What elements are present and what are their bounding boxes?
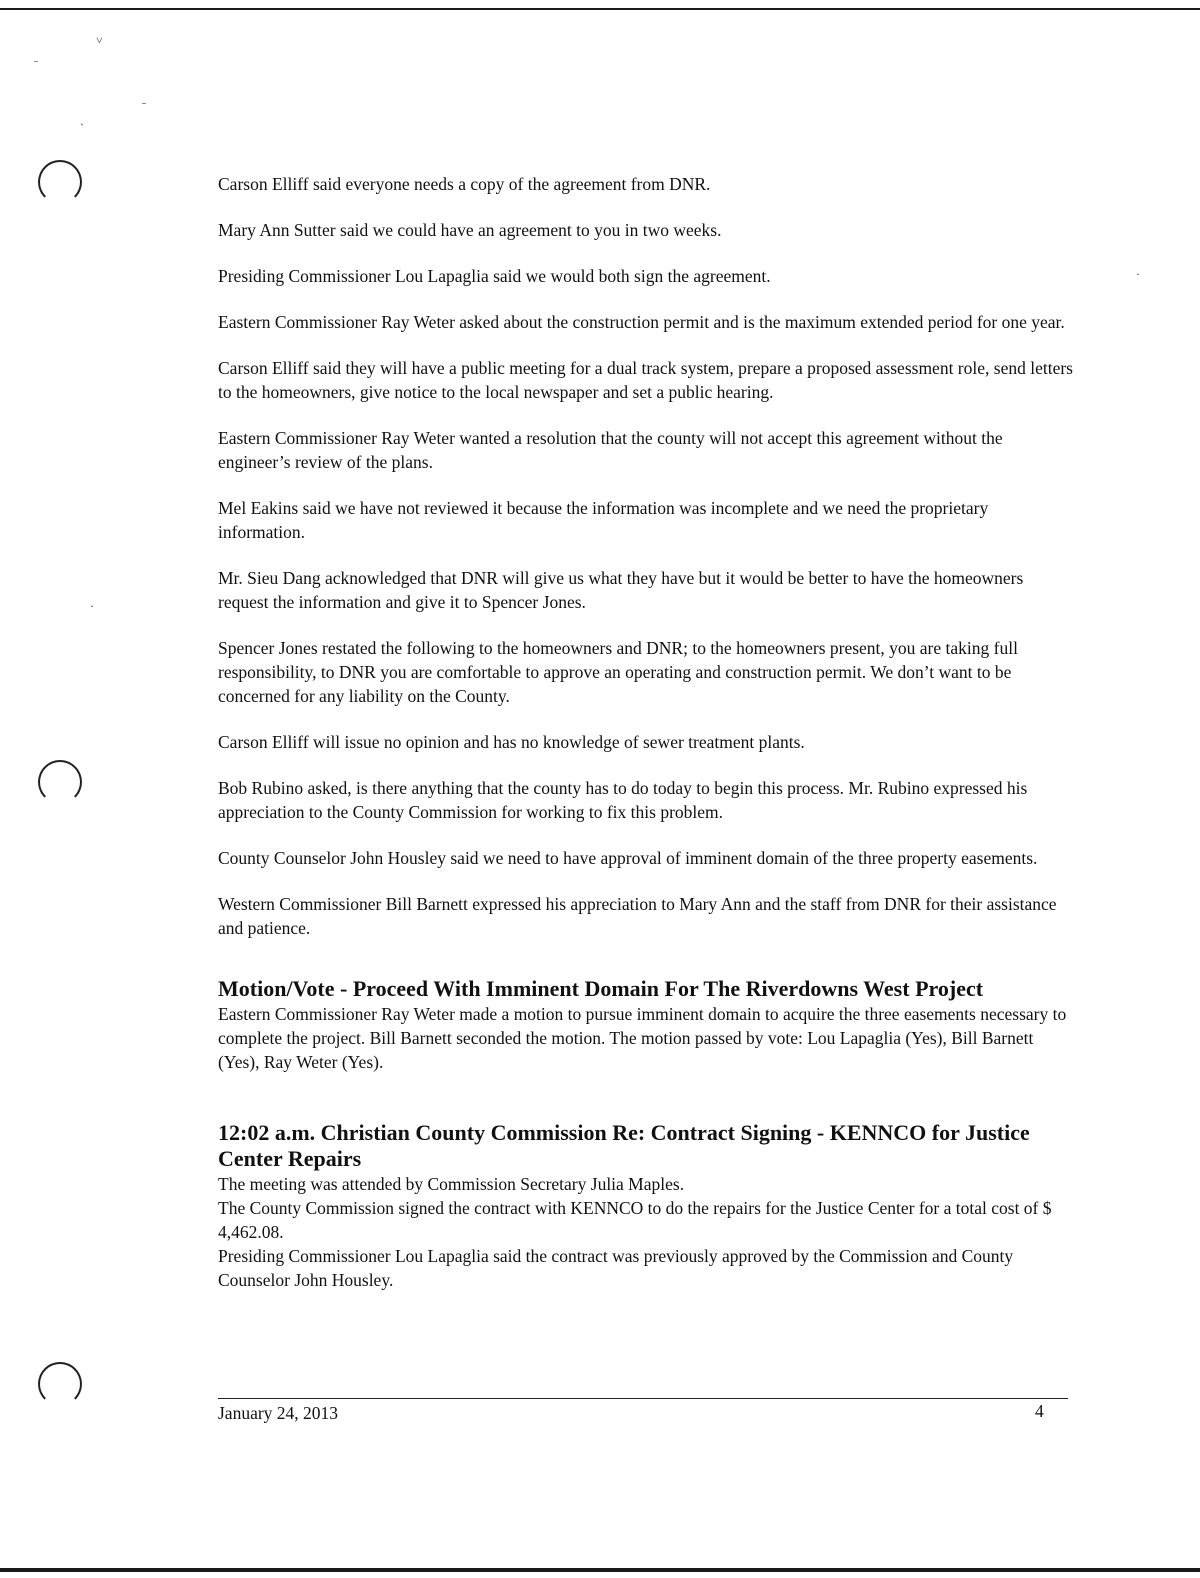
paragraph: Mel Eakins said we have not reviewed it because the information was incomplete and we need the proprietary information. [218, 498, 989, 542]
paragraph: Presiding Commissioner Lou Lapaglia said we would both sign the agreement. [218, 266, 771, 286]
contract-line: Presiding Commissioner Lou Lapaglia said the contract was previously approved by the Commission and County Counselor John Housley. [218, 1246, 1014, 1290]
scan-speck: ˍ [34, 49, 38, 63]
page-number: 4 [1035, 1401, 1044, 1421]
motion-vote-body: Eastern Commissioner Ray Weter made a motion to pursue imminent domain to acquire the three easements necessary to complete the project. Bill Barnett seconded the motion. The motion passed by vote: Lou Lapaglia (Yes), Bill Barnett (Yes), Ray Weter (Yes). [218, 1004, 1067, 1072]
motion-vote-heading: Motion/Vote - Proceed With Imminent Domain For The Riverdowns West Project [218, 976, 984, 1001]
motion-vote-section [218, 976, 1074, 1074]
paragraph: Eastern Commissioner Ray Weter asked about the construction permit and is the maximum extended period for one year. [218, 312, 1065, 332]
contract-signing-section [218, 1120, 1074, 1292]
scan-speck: ˍ [142, 91, 146, 105]
punch-hole-bottom [38, 1362, 82, 1406]
contract-line: The meeting was attended by Commission Secretary Julia Maples. [218, 1174, 685, 1194]
paragraph: Carson Elliff said everyone needs a copy of the agreement from DNR. [218, 174, 711, 194]
contract-line: The County Commission signed the contract with KENNCO to do the repairs for the Justice Center for a total cost of $ 4,462.08. [218, 1198, 1052, 1242]
paragraph: Bob Rubino asked, is there anything that the county has to do today to begin this process. Mr. Rubino expressed his appreciation to the County Commission for working to fix this problem. [218, 778, 1028, 822]
scan-speck: ` [80, 121, 84, 135]
footer-divider [218, 1398, 1068, 1399]
paragraph: Carson Elliff said they will have a public meeting for a dual track system, prepare a proposed assessment role, send letters to the homeowners, give notice to the local newspaper and set a public hearing. [218, 358, 1073, 402]
paragraph: Western Commissioner Bill Barnett expressed his appreciation to Mary Ann and the staff from DNR for their assistance and patience. [218, 894, 1057, 938]
scan-speck: ˅ [96, 33, 103, 47]
paragraph: Mr. Sieu Dang acknowledged that DNR will give us what they have but it would be better to have the homeowners request the information and give it to Spencer Jones. [218, 568, 1024, 612]
paragraph: Mary Ann Sutter said we could have an agreement to you in two weeks. [218, 220, 722, 240]
punch-hole-top [38, 160, 82, 204]
paragraph: County Counselor John Housley said we need to have approval of imminent domain of the three property easements. [218, 848, 1038, 868]
paragraph: Carson Elliff will issue no opinion and has no knowledge of sewer treatment plants. [218, 732, 805, 752]
scan-speck: · [1136, 267, 1140, 281]
top-scan-edge [0, 8, 1200, 10]
scan-speck: · [90, 599, 94, 613]
punch-hole-middle [38, 760, 82, 804]
footer-date: January 24, 2013 [218, 1403, 339, 1423]
bottom-scan-edge [0, 1568, 1200, 1572]
paragraph: Spencer Jones restated the following to the homeowners and DNR; to the homeowners present, you are taking full responsibility, to DNR you are comfortable to approve an operating and construction permit. We don’t want to be concerned for any liability on the County. [218, 638, 1018, 706]
document-body [218, 172, 1074, 1292]
paragraph: Eastern Commissioner Ray Weter wanted a resolution that the county will not accept this agreement without the engineer’s review of the plans. [218, 428, 1003, 472]
contract-signing-heading: 12:02 a.m. Christian County Commission Re: Contract Signing - KENNCO for Justice Center Repairs [218, 1120, 1030, 1171]
